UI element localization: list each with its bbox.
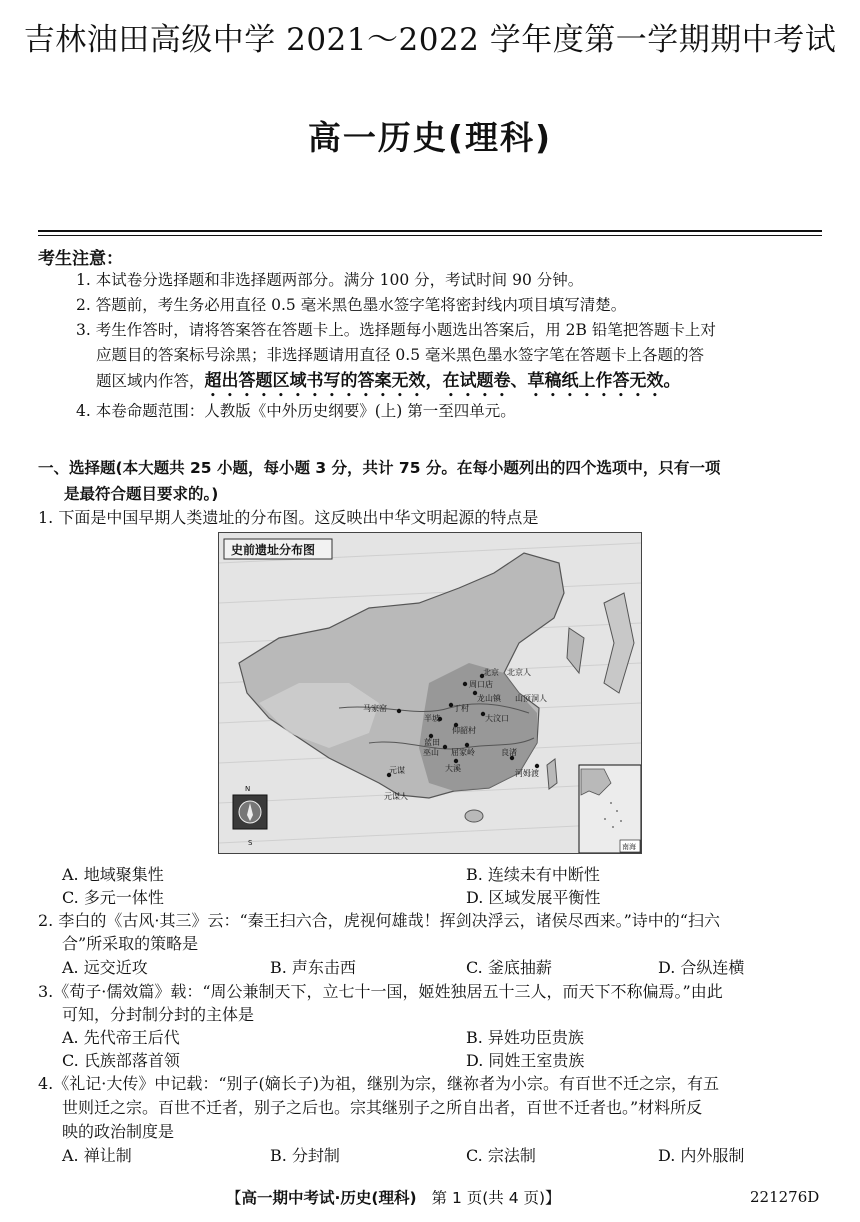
question-1-option-a: A. 地域聚集性	[62, 865, 164, 884]
question-3-option-c: C. 氏族部落首领	[62, 1051, 180, 1070]
question-3-option-d: D. 同姓王室贵族	[466, 1051, 585, 1070]
question-2-option-d: D. 合纵连横	[658, 958, 745, 977]
question-1-option-c: C. 多元一体性	[62, 888, 164, 907]
notice-item-4: 4. 本卷命题范围：人教版《中外历史纲要》(上) 第一至四单元。	[76, 402, 516, 420]
question-4-option-b: B. 分封制	[270, 1146, 340, 1165]
question-4-option-a: A. 禅让制	[62, 1146, 132, 1165]
map-site-label: 丁村	[453, 704, 469, 713]
notice-item-3-line-2: 应题目的答案标号涂黑；非选择题请用直径 0.5 毫米黑色墨水签字笔在答题卡上各题的答	[96, 346, 705, 364]
question-3-option-a: A. 先代帝王后代	[62, 1028, 180, 1047]
map-site-label: 马家窑	[363, 704, 387, 713]
notice-item-3-line-3	[96, 369, 681, 401]
footer-exam-name: 高一期中考试·历史(理科)	[241, 1189, 417, 1207]
map-site-label: 巫山	[423, 748, 439, 757]
section-heading-line-1: 一、选择题(本大题共 25 小题，每小题 3 分，共计 75 分。在每小题列出的四个选项中，只有一项	[38, 459, 721, 477]
map-site-label: 北京	[483, 668, 499, 677]
notice-item-3-prefix: 题区域内作答，	[96, 372, 205, 390]
double-rule-thin	[38, 235, 822, 236]
question-1-stem: 1. 下面是中国早期人类遗址的分布图。这反映出中华文明起源的特点是	[38, 508, 539, 527]
map-site-label: 屈家岭	[451, 748, 475, 757]
compass-south: S	[248, 839, 253, 847]
map-site-label: 元谋	[389, 766, 405, 775]
map-site-label: 仰韶村	[452, 726, 476, 735]
map-site-label: 半坡	[424, 714, 440, 723]
question-4-stem-line-2: 世则迁之宗。百世不迁者，别子之后也。宗其继别子之所自出者，百世不迁者也。”材料所反	[62, 1098, 703, 1117]
map-site-label: 大汶口	[485, 714, 509, 723]
question-3-option-b: B. 异姓功臣贵族	[466, 1028, 584, 1047]
notice-item-1: 1. 本试卷分选择题和非选择题两部分。满分 100 分，考试时间 90 分钟。	[76, 271, 584, 289]
footer-right-bracket: 】	[545, 1189, 561, 1207]
notice-item-3-line-1: 3. 考生作答时，请将答案答在答题卡上。选择题每小题选出答案后，用 2B 铅笔把答题卡上对	[76, 321, 716, 339]
question-3-stem-line-2: 可知，分封制分封的主体是	[62, 1005, 255, 1024]
map-site-label: 河姆渡	[515, 769, 539, 778]
section-heading-line-2: 是最符合题目要求的。)	[64, 485, 219, 503]
map-site-label: 龙山镇	[477, 694, 501, 703]
school-title: 吉林油田高级中学 2021～2022 学年度第一学期期中考试	[23, 22, 837, 58]
prehistoric-sites-map	[218, 532, 642, 854]
section-heading	[38, 455, 828, 507]
map-site-label: 良渚	[501, 748, 517, 757]
map-site-label: 北京人	[507, 668, 531, 677]
page-footer	[226, 1186, 561, 1208]
inset-label: 南海	[622, 843, 636, 851]
notice-item-2: 2. 答题前，考生务必用直径 0.5 毫米黑色墨水签字笔将密封线内项目填写清楚。	[76, 296, 627, 314]
question-4-option-d: D. 内外服制	[658, 1146, 745, 1165]
question-4-stem-line-1: 4.《礼记·大传》中记载：“别子(嫡长子)为祖，继别为宗，继祢者为小宗。有百世不迁之宗，有五	[38, 1074, 720, 1093]
map-site-label: 山顶洞人	[515, 694, 547, 703]
map-site-label: 周口店	[469, 680, 493, 689]
question-4-stem-line-3: 映的政治制度是	[62, 1122, 175, 1141]
south-china-sea-inset	[579, 765, 641, 853]
question-1-option-d: D. 区域发展平衡性	[466, 888, 601, 907]
question-2-option-b: B. 声东击西	[270, 958, 356, 977]
map-site-label: 蓝田	[424, 738, 440, 747]
notice-heading: 考生注意：	[38, 249, 123, 269]
question-3-stem-line-1: 3.《荀子·儒效篇》载：“周公兼制天下，立七十一国，姬姓独居五十三人，而天下不称偏焉。”由此	[38, 982, 723, 1001]
subject-title: 高一历史(理科)	[307, 118, 553, 157]
notice-emphasis: 超出答题区域书写的答案无效，在试题卷、草稿纸上作答无效。	[204, 371, 681, 391]
compass-north: N	[245, 785, 251, 793]
question-4-option-c: C. 宗法制	[466, 1146, 536, 1165]
paper-code: 221276D	[750, 1188, 820, 1206]
footer-left-bracket: 【	[226, 1189, 242, 1207]
footer-page-info: 第 1 页(共 4 页)	[431, 1189, 546, 1207]
question-2-stem-line-2: 合”所采取的策略是	[62, 934, 199, 953]
map-site-label: 元谋人	[384, 792, 408, 801]
map-site-label: 大溪	[445, 764, 461, 773]
question-2-option-a: A. 远交近攻	[62, 958, 148, 977]
map-title: 史前遗址分布图	[231, 543, 316, 557]
question-1-option-b: B. 连续未有中断性	[466, 865, 600, 884]
double-rule-thick	[38, 230, 822, 232]
question-2-option-c: C. 釜底抽薪	[466, 958, 552, 977]
question-2-stem-line-1: 2. 李白的《古风·其三》云：“秦王扫六合，虎视何雄哉！挥剑决浮云，诸侯尽西来。”诗中的“扫六	[38, 911, 720, 930]
